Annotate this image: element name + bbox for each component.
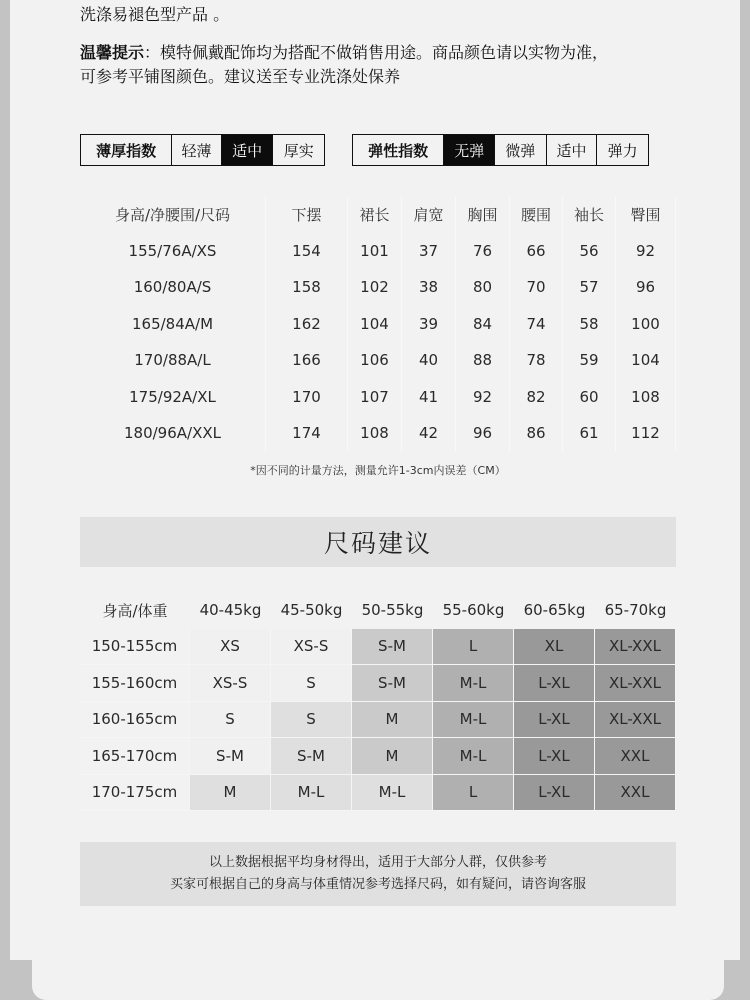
size-cell: 170	[266, 379, 348, 416]
recommend-size-cell: M-L	[271, 775, 352, 812]
size-cell: 162	[266, 306, 348, 343]
thickness-index	[80, 134, 325, 166]
recommend-size-cell: S	[190, 702, 271, 739]
recommend-row	[80, 665, 676, 702]
size-row	[80, 233, 676, 270]
elasticity-option-stretch: 弹力	[596, 135, 648, 165]
recommend-header-cell: 50-55kg	[361, 601, 424, 620]
size-cell: 60	[563, 379, 616, 416]
size-cell: 174	[266, 415, 348, 452]
thickness-option-thick: 厚实	[272, 135, 324, 165]
recommend-size-cell: L	[433, 775, 514, 812]
recommend-header-cell: 60-65kg	[523, 601, 586, 620]
recommend-size-cell: S-M	[271, 738, 352, 775]
recommend-size-cell: XS-S	[190, 665, 271, 702]
recommend-header-cell: 身高/体重	[102, 601, 168, 620]
size-cell: 101	[348, 233, 402, 270]
recommend-header-cell: 40-45kg	[199, 601, 262, 620]
elasticity-option-medium: 适中	[546, 135, 597, 165]
size-row	[80, 269, 676, 306]
recommend-row	[80, 775, 676, 812]
size-row	[80, 342, 676, 379]
recommend-height-cell: 170-175cm	[80, 775, 190, 812]
size-cell: 104	[616, 342, 676, 379]
size-cell: 96	[616, 269, 676, 306]
recommend-size-cell: XL	[514, 629, 595, 666]
thickness-option-medium: 适中	[221, 135, 273, 165]
recommend-size-cell: S-M	[190, 738, 271, 775]
recommend-header-row	[80, 592, 676, 629]
disclaimer-line-2: 买家可根据自己的身高与体重情况参考选择尺码，如有疑问，请咨询客服	[169, 877, 586, 892]
thickness-option-light: 轻薄	[171, 135, 221, 165]
recommend-size-cell: L	[433, 629, 514, 666]
size-cell: 180/96A/XXL	[80, 415, 266, 452]
size-row	[80, 415, 676, 452]
size-cell: 61	[563, 415, 616, 452]
recommend-size-cell: L-XL	[514, 702, 595, 739]
recommend-size-cell: XL-XXL	[595, 629, 676, 666]
size-header-cell: 腰围	[510, 196, 563, 233]
disclaimer-line-1: 以上数据根据平均身材得出，适用于大部分人群，仅供参考	[208, 855, 547, 870]
size-header-cell: 袖长	[563, 196, 616, 233]
size-cell: 66	[510, 233, 563, 270]
recommend-row	[80, 738, 676, 775]
recommend-height-cell: 150-155cm	[80, 629, 190, 666]
recommend-size-cell: XXL	[595, 738, 676, 775]
size-cell: 92	[616, 233, 676, 270]
size-cell: 59	[563, 342, 616, 379]
recommend-size-cell: S	[271, 702, 352, 739]
recommend-size-cell: XL-XXL	[595, 665, 676, 702]
size-cell: 78	[510, 342, 563, 379]
size-cell: 86	[510, 415, 563, 452]
size-cell: 155/76A/XS	[80, 233, 266, 270]
size-cell: 74	[510, 306, 563, 343]
recommend-size-cell: L-XL	[514, 665, 595, 702]
recommend-size-cell: S	[271, 665, 352, 702]
recommend-size-cell: XS	[190, 629, 271, 666]
recommend-size-cell: L-XL	[514, 775, 595, 812]
recommend-height-cell: 165-170cm	[80, 738, 190, 775]
elasticity-label: 弹性指数	[368, 141, 429, 160]
size-cell: 57	[563, 269, 616, 306]
size-cell: 166	[266, 342, 348, 379]
recommend-header-cell: 55-60kg	[442, 601, 505, 620]
recommend-size-cell: XL-XXL	[595, 702, 676, 739]
size-header-cell: 裙长	[348, 196, 402, 233]
recommend-size-cell: M	[352, 738, 433, 775]
recommend-height-cell: 155-160cm	[80, 665, 190, 702]
tip-line-1	[80, 40, 608, 63]
size-cell: 104	[348, 306, 402, 343]
size-cell: 76	[456, 233, 510, 270]
recommend-height-cell: 160-165cm	[80, 702, 190, 739]
size-cell: 108	[348, 415, 402, 452]
tip-label: 温馨提示	[80, 43, 145, 62]
card-bottom	[32, 960, 724, 1000]
size-cell: 42	[402, 415, 456, 452]
size-cell: 41	[402, 379, 456, 416]
size-recommend-table	[80, 592, 676, 811]
size-chart-table	[80, 196, 676, 452]
size-cell: 39	[402, 306, 456, 343]
size-cell: 108	[616, 379, 676, 416]
size-header-row	[80, 196, 676, 233]
size-cell: 154	[266, 233, 348, 270]
size-header-cell: 臀围	[616, 196, 676, 233]
recommend-size-cell: M-L	[433, 702, 514, 739]
recommend-size-cell: M-L	[433, 738, 514, 775]
thickness-label: 薄厚指数	[96, 141, 157, 160]
size-cell: 102	[348, 269, 402, 306]
size-cell: 100	[616, 306, 676, 343]
wash-note: 洗涤易褪色型产品 。	[80, 5, 230, 24]
size-cell: 58	[563, 306, 616, 343]
recommend-row	[80, 629, 676, 666]
size-cell: 37	[402, 233, 456, 270]
size-cell: 165/84A/M	[80, 306, 266, 343]
size-cell: 80	[456, 269, 510, 306]
measure-note: *因不同的计量方法，测量允许1-3cm内误差（CM）	[250, 464, 506, 477]
recommend-size-cell: M-L	[352, 775, 433, 812]
size-cell: 158	[266, 269, 348, 306]
size-recommend-title: 尺码建议	[80, 517, 676, 567]
size-cell: 56	[563, 233, 616, 270]
size-cell: 96	[456, 415, 510, 452]
size-cell: 170/88A/L	[80, 342, 266, 379]
size-cell: 70	[510, 269, 563, 306]
size-cell: 106	[348, 342, 402, 379]
size-header-cell: 下摆	[266, 196, 348, 233]
tip-line-2: 可参考平铺图颜色。建议送至专业洗涤处保养	[80, 67, 401, 86]
size-cell: 82	[510, 379, 563, 416]
recommend-size-cell: XS-S	[271, 629, 352, 666]
disclaimer-box	[80, 842, 676, 906]
recommend-size-cell: M-L	[433, 665, 514, 702]
recommend-size-cell: S-M	[352, 665, 433, 702]
recommend-header-cell: 65-70kg	[604, 601, 667, 620]
size-cell: 175/92A/XL	[80, 379, 266, 416]
recommend-size-cell: M	[352, 702, 433, 739]
size-cell: 160/80A/S	[80, 269, 266, 306]
size-cell: 112	[616, 415, 676, 452]
size-header-cell: 身高/净腰围/尺码	[80, 196, 266, 233]
recommend-size-cell: M	[190, 775, 271, 812]
size-row	[80, 306, 676, 343]
size-header-cell: 胸围	[456, 196, 510, 233]
recommend-header-cell: 45-50kg	[280, 601, 343, 620]
size-cell: 92	[456, 379, 510, 416]
size-cell: 40	[402, 342, 456, 379]
size-cell: 84	[456, 306, 510, 343]
elasticity-option-none: 无弹	[443, 135, 494, 165]
elasticity-index	[352, 134, 649, 166]
size-header-cell: 肩宽	[402, 196, 456, 233]
recommend-size-cell: L-XL	[514, 738, 595, 775]
elasticity-option-slight: 微弹	[494, 135, 546, 165]
size-row	[80, 379, 676, 416]
recommend-row	[80, 702, 676, 739]
size-cell: 107	[348, 379, 402, 416]
tip-text-1: ：模特佩戴配饰均为搭配不做销售用途。商品颜色请以实物为准，	[144, 43, 609, 62]
recommend-size-cell: XXL	[595, 775, 676, 812]
size-cell: 38	[402, 269, 456, 306]
size-cell: 88	[456, 342, 510, 379]
recommend-size-cell: S-M	[352, 629, 433, 666]
